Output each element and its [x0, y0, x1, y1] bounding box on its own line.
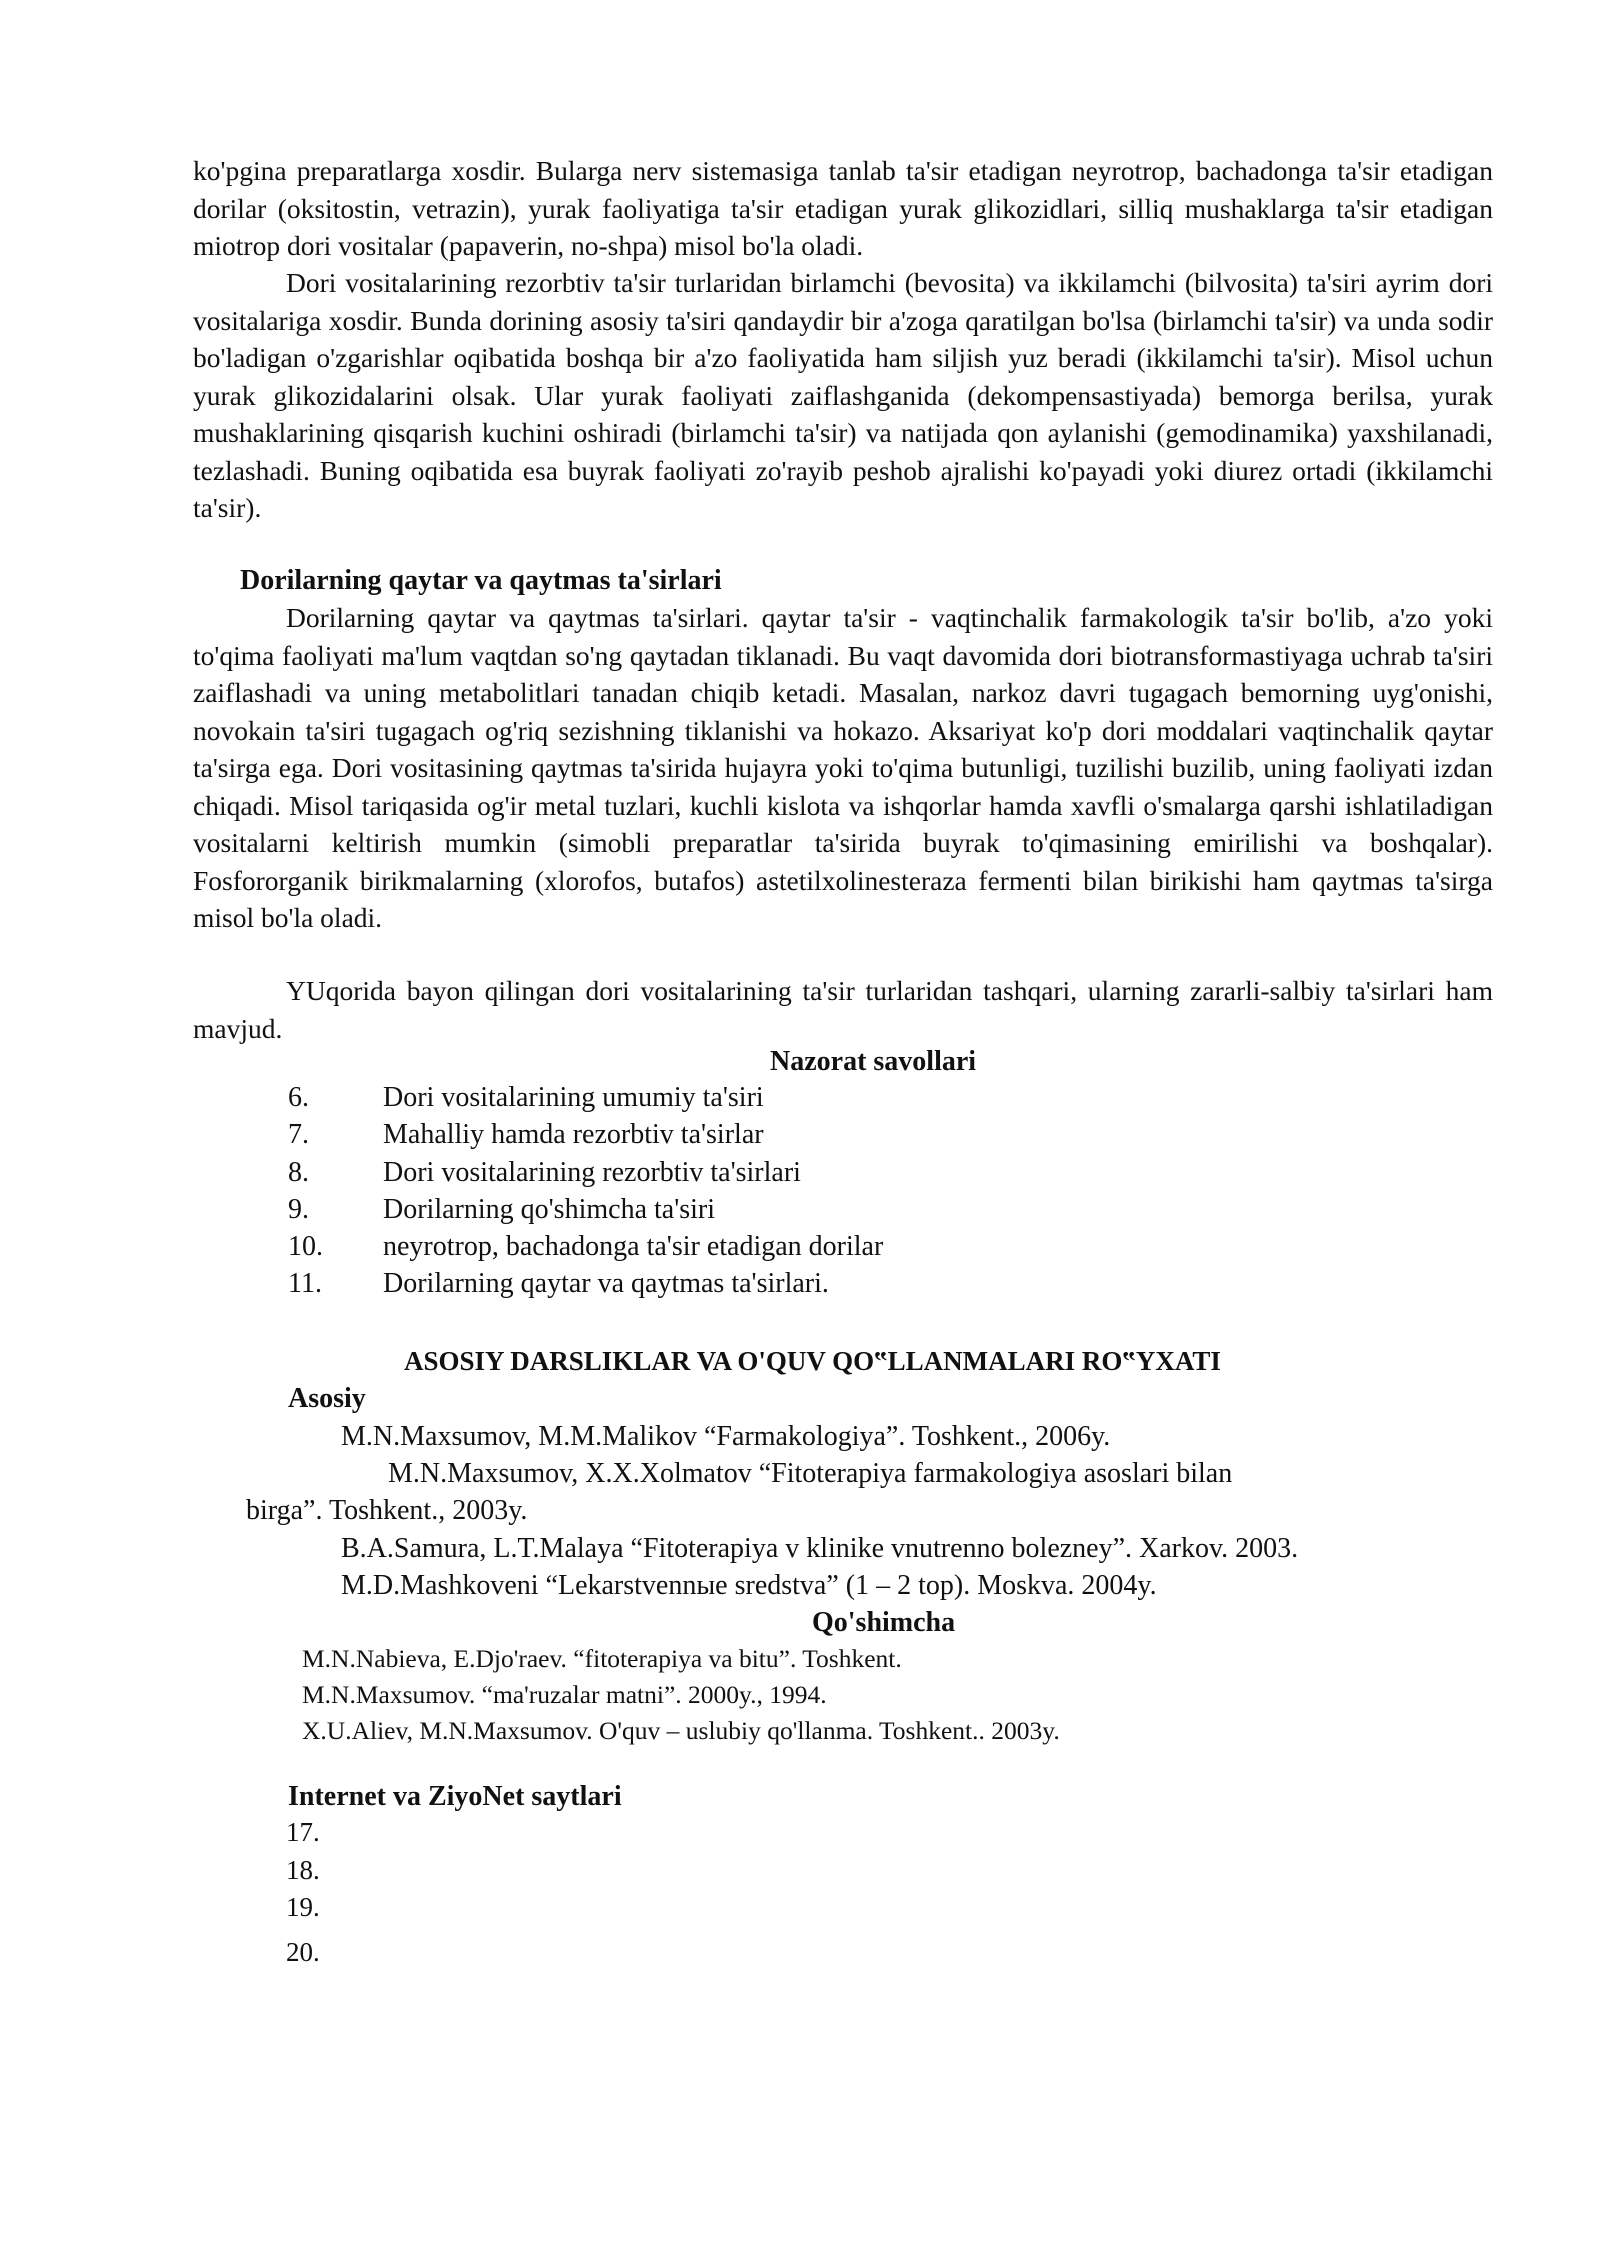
list-item: 10. neyrotrop, bachadonga ta'sir etadigan dorilar: [288, 1231, 884, 1263]
list-item: 20.: [286, 1936, 320, 1967]
list-item: 18.: [286, 1854, 320, 1885]
list-item: 17.: [286, 1817, 320, 1847]
questions-heading: Nazorat savollari: [770, 1046, 977, 1077]
extra-ref-3: X.U.Aliev, M.N.Maxsumov. O'quv – uslubiy qo'llanma. Toshkent.. 2003y.: [302, 1716, 1060, 1745]
list-item: 8. Dori vositalarining rezorbtiv ta'sirlari: [288, 1156, 801, 1188]
paragraph-rezorbtiv: Dori vositalarining rezorbtiv ta'sir turlaridan birlamchi (bevosita) va ikkilamchi (bilvosita) ta'siri ayrim dori vositalariga xosdir. Bunda dorining asosiy ta'siri qandaydir bir a'zoga qaratilgan bo'lsa (birlamchi ta'sir) va unda sodir bo'ladigan o'zgarishlar oqibatida boshqa bir a'zo faoliyatida ham siljish yuz beradi (ikkilamchi ta'sir). Misol uchun yurak glikozidalarini olsak. Ular yurak faoliyati zaiflashganida (dekompensastiyada) bemorga berilsa, yurak mushaklarining qisqarish kuchini oshiradi (birlamchi ta'sir) va natijada qon aylanishi (gemodinamika) yaxshilanadi, tezlashadi. Buning oqibatida esa buyrak faoliyati zo'rayib peshob ajralishi ko'payadi yoki diurez ortadi (ikkilamchi ta'sir).: [193, 267, 1493, 523]
list-item: 9. Dorilarning qo'shimcha ta'siri: [288, 1193, 716, 1225]
list-item: 19.: [286, 1892, 320, 1922]
intro-paragraph: ko'pgina preparatlarga xosdir. Bularga nerv sistemasiga tanlab ta'sir etadigan neyrotrop, bachadonga ta'sir etadigan dorilar (oksitostin, vetrazin), yurak faoliyatiga ta'sir etadigan yurak glikozidlari, silliq mushaklarga ta'sir etadigan miotrop dori vositalar (papaverin, no-shpa) misol bo'la oladi.: [193, 155, 1493, 261]
questions-list: [288, 1079, 883, 1303]
paragraph-zararli: YUqorida bayon qilingan dori vositalarining ta'sir turlaridan tashqari, ularning zararli-salbiy ta'sirlari ham mavjud.: [193, 975, 1493, 1044]
main-ref-2-cont: birga”. Toshkent., 2003y.: [246, 1495, 528, 1526]
main-ref-4: M.D.Mashkoveni “Lekarstvennыe sredstva” (1 – 2 top). Moskva. 2004y.: [341, 1570, 1157, 1601]
main-ref-3: B.A.Samura, L.T.Malaya “Fitoterapiya v klinike vnutrenno bolezney”. Xarkov. 2003.: [341, 1533, 1299, 1564]
main-refs-label: Asosiy: [288, 1383, 366, 1414]
paragraph-qaytar: Dorilarning qaytar va qaytmas ta'sirlari. qaytar ta'sir - vaqtinchalik farmakologik ta'sir bo'lib, a'zo yoki to'qima faoliyati ma'lum vaqtdan so'ng qaytadan tiklanadi. Bu vaqt davomida dori biotransformastiyaga uchrab ta'siri zaiflashadi va uning metabolitlari tanadan chiqib ketadi. Masalan, narkoz davri tugagach bemorning uyg'onishi, novokain ta'siri tugagach og'riq sezishning tiklanishi va hokazo. Aksariyat ko'p dori moddalari vaqtinchalik qaytar ta'sirga ega. Dori vositasining qaytmas ta'sirida hujayra yoki to'qima butunligi, tuzilishi buzilib, uning faoliyati izdan chiqadi. Misol tariqasida og'ir metal tuzlari, kuchli kislota va ishqorlar hamda xavfli o'smalarga qarshi ishlatiladigan vositalarni keltirish mumkin (simobli preparatlar ta'sirida buyrak to'qimasining emirilishi va boshqalar). Fosfororganik birikmalarning (xlorofos, butafos) astetilxolinesteraza fermenti bilan birikishi ham qaytmas ta'sirga misol bo'la oladi.: [193, 602, 1493, 933]
list-item: 6. Dori vositalarining umumiy ta'siri: [288, 1082, 764, 1113]
extra-refs-label: Qo'shimcha: [812, 1607, 956, 1638]
extra-ref-2: M.N.Maxsumov. “ma'ruzalar matni”. 2000y., 1994.: [302, 1680, 827, 1709]
list-item: 7. Mahalliy hamda rezorbtiv ta'sirlar: [288, 1119, 764, 1151]
section-heading: Dorilarning qaytar va qaytmas ta'sirlari: [240, 565, 722, 596]
main-ref-2: M.N.Maxsumov, X.X.Xolmatov “Fitoterapiya farmakologiya asoslari bilan: [388, 1458, 1233, 1489]
internet-label: Internet va ZiyoNet saytlari: [288, 1781, 622, 1812]
main-ref-1: M.N.Maxsumov, M.M.Malikov “Farmakologiya”. Toshkent., 2006y.: [341, 1421, 1111, 1452]
list-item: 11. Dorilarning qaytar va qaytmas ta'sirlari.: [288, 1268, 829, 1300]
internet-list: [286, 1814, 320, 1971]
extra-ref-1: M.N.Nabieva, E.Djo'raev. “fitoterapiya va bitu”. Toshkent.: [302, 1644, 902, 1673]
references-heading: ASOSIY DARSLIKLAR VA O'QUV QO‟LLANMALARI RO‟YXATI: [404, 1346, 1221, 1376]
